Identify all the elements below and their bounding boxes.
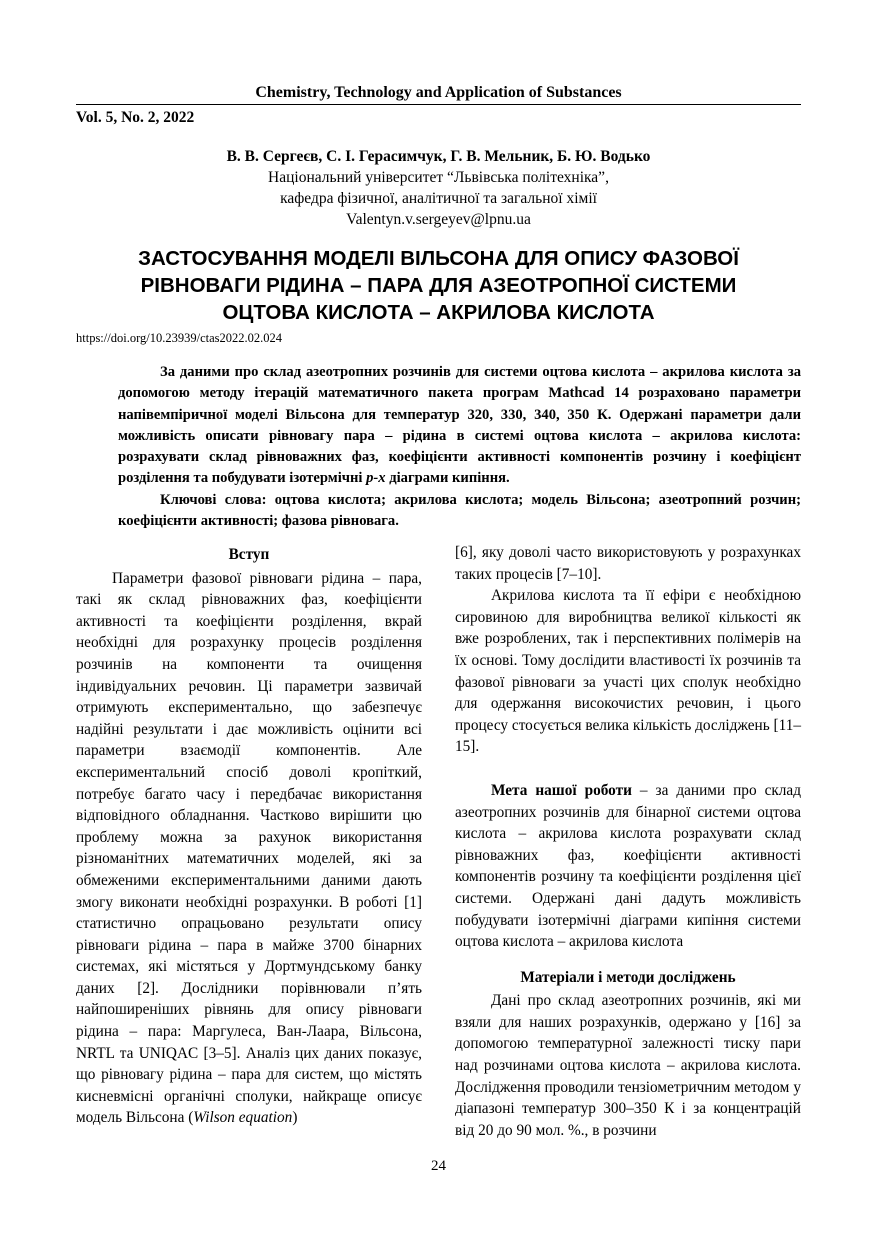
page-number: 24 [431,1158,446,1174]
title-line-1: ЗАСТОСУВАННЯ МОДЕЛІ ВІЛЬСОНА ДЛЯ ОПИСУ ФАЗОВОЇ [138,247,739,270]
wilson-equation-italic: Wilson equation [193,1109,293,1127]
aim-paragraph: Мета нашої роботи – за даними про склад азеотропних розчинів для бінарної системи оцтова кислота – акрилова кислота розрахувати склад рівноважних фаз, коефіцієнти активності компонентів розчину та коефіцієнти розділення цієї системи. Одержані дані дадуть можливість побудувати ізотермічні діаграми кипіння системи оцтова кислота – акрилова кислота [455,781,801,951]
keywords: Ключові слова: оцтова кислота; акрилова кислота; модель Вільсона; азеотропний розчин; коефіцієнти активності; фазова рівновага. [118,491,801,530]
affiliation-department: кафедра фізичної, аналітичної та загальної хімії [280,190,597,207]
article-title [90,245,787,326]
header-rule [76,104,801,105]
author-email[interactable]: Valentyn.v.sergeyev@lpnu.ua [346,211,531,228]
title-line-3: ОЦТОВА КИСЛОТА – АКРИЛОВА КИСЛОТА [222,301,655,324]
right-column [455,542,801,1141]
section-gap [455,758,801,780]
abstract-italic: p-x [366,470,386,487]
methods-paragraph-1: Дані про склад азеотропних розчинів, які ми взяли для наших розрахунків, одержано у [16] за допомогою температурної залежності тиску пари над розчинами оцтова кислота – акрилова кислота. Дослідження проводили тензіометричним методом у діапазоні температур 300–350 К і за концентрацій від 20 до 90 мол. %., в розчини [455,992,801,1139]
intro-paragraph-1-cont: [6], яку доволі часто використовують у розрахунках таких процесів [7–10]. [455,544,801,583]
intro-paragraph-2: Акрилова кислота та її ефіри є необхідною сировиною для виробництва великої кількості як вже розроблених, так і перспективних полімерів на їх основі. Тому дослідити властивості їх розчинів та фазової рівноваги за участі цих сполук необхідно для одержання високочистих речовин, і цього процесу стосується велика кількість досліджень [11–15]. [455,587,802,756]
section-gap-2 [455,953,801,965]
affiliation-university: Національний університет “Львівська політехніка”, [268,169,609,186]
author-block [0,146,877,230]
intro-paragraph-1: Параметри фазової рівноваги рідина – пара, такі як склад рівноважних фаз, коефіцієнти активності та коефіцієнти розділення, вкрай необхідні для розрахунку процесів розділення розчинів на компоненти та очищення індивідуальних речовин. Ці параметри зазвичай отримують експериментально, що забезпечує надійні результати і дає можливість оцінити всі параметри взаємодії компонентів. Але експериментальний спосіб доволі кропіткий, потребує багато часу і передбачає використання відповідного обладнання. Частково вирішити цю проблему можна за рахунок використання різноманітних математичних моделей, які за обмеженими експериментальними даними дають змогу виконати необхідні розрахунки. В роботі [1] статистично опрацьовано результати опису рівноваги рідина – пара в майже 3700 бінарних системах, які містяться у Дортмундському банку даних [2]. Дослідники порівнювали п’ять найпоширеніших рівнянь для опису рівноваги рідина – пара: Маргулеса, Ван-Лаара, Вільсона, NRTL та UNIQAC [3–5]. Аналіз цих даних показує, що рівновагу рідина – пара для систем, що містять кисневмісні органічні сполуки, найкраще описує модель Вільсона (Wilson equation) [76,569,422,1127]
journal-title: Chemistry, Technology and Application of Substances [255,84,622,101]
volume-info: Vol. 5, No. 2, 2022 [76,109,195,126]
abstract [118,362,801,532]
intro-heading: Вступ [228,546,270,563]
abstract-text: За даними про склад азеотропних розчинів для системи оцтова кислота – акрилова кислота за допомогою методу ітерацій математичного пакета програм Mathcad 14 розраховано параметри напівемпіричної моделі Вільсона для температур 320, 330, 340, 350 К. Одержані параметри дали можливість описати рівновагу пара – рідина в системі оцтова кислота – акрилова кислота: розрахувати склад рівноважних фаз, коефіцієнти активності компонентів розчину і коефіцієнт розділення та побудувати ізотермічні p-x діаграми кипіння. [118,364,801,487]
doi-link[interactable]: https://doi.org/10.23939/ctas2022.02.024 [76,331,283,345]
aim-label: Мета нашої роботи [491,781,632,799]
author-names: В. В. Сергеєв, С. І. Герасимчук, Г. В. Мельник, Б. Ю. Водько [226,148,651,165]
left-column [76,542,422,1129]
methods-heading: Матеріали і методи досліджень [520,968,736,986]
title-line-2: РІВНОВАГИ РІДИНА – ПАРА ДЛЯ АЗЕОТРОПНОЇ СИСТЕМИ [140,274,737,297]
